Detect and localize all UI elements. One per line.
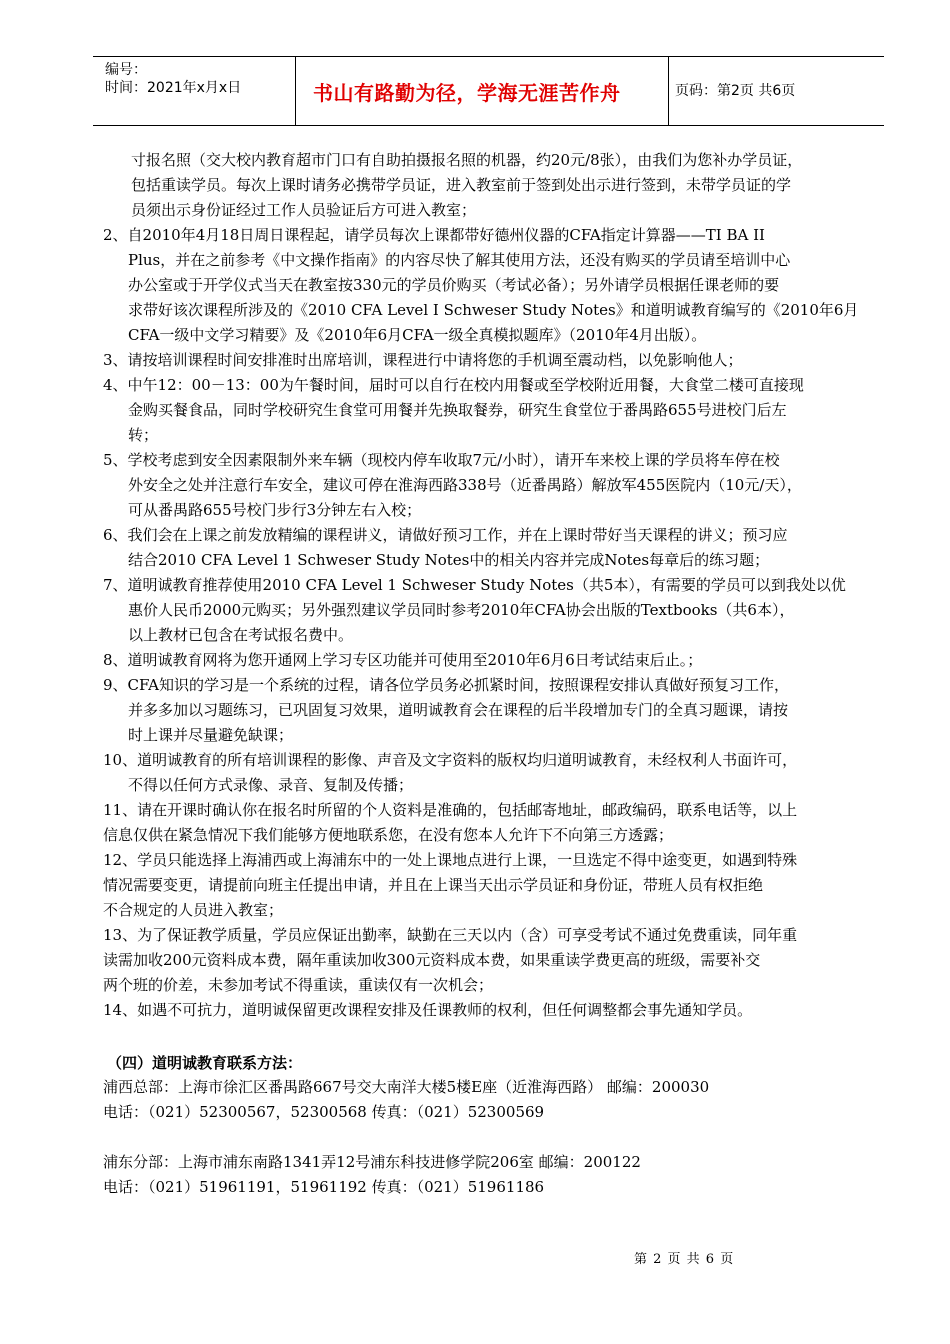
list-item-line: 惠价人民币2000元购买；另外强烈建议学员同时参考2010年CFA协会出版的Textbooks（共6本），: [128, 601, 795, 619]
list-item-line: 转；: [128, 426, 159, 444]
header-motto-cell: [296, 57, 669, 125]
list-item-line: 结合2010 CFA Level 1 Schweser Study Notes中的相关内容并完成Notes每章后的练习题；: [128, 551, 770, 569]
list-item-line: 13、为了保证教学质量，学员应保证出勤率，缺勤在三天以内（含）可享受考试不通过免费重读，同年重: [103, 926, 798, 944]
list-item-line: 11、请在开课时确认你在报名时所留的个人资料是准确的，包括邮寄地址，邮政编码，联系电话等，以上: [103, 801, 798, 819]
list-item-line: 6、我们会在上课之前发放精编的课程讲义，请做好预习工作，并在上课时带好当天课程的讲义；预习应: [103, 526, 788, 544]
document-time-label: 时间：2021年x月x日: [105, 80, 242, 96]
list-item-line: 9、CFA知识的学习是一个系统的过程，请各位学员务必抓紧时间，按照课程安排认真做好预复习工作，: [103, 676, 789, 694]
list-item-line: 5、学校考虑到安全因素限制外来车辆（现校内停车收取7元/小时），请开车来校上课的学员将车停在校: [103, 451, 780, 469]
list-item-line: 14、如遇不可抗力，道明诚保留更改课程安排及任课教师的权利，但任何调整都会事先通知学员。: [103, 1001, 753, 1019]
list-item-line: 10、道明诚教育的所有培训课程的影像、声音及文字资料的版权均归道明诚教育，未经权利人书面许可，: [103, 751, 798, 769]
list-item-line: Plus，并在之前参考《中文操作指南》的内容尽快了解其使用方法，还没有购买的学员请至培训中心: [128, 251, 791, 269]
header-meta-cell: [93, 57, 296, 125]
list-item-line: 可从番禺路655号校门步行3分钟左右入校；: [128, 501, 422, 519]
list-item-line: CFA一级中文学习精要》及《2010年6月CFA一级全真模拟题库》（2010年4月出版）。: [128, 326, 707, 344]
list-item-line: 7、道明诚教育推荐使用2010 CFA Level 1 Schweser Study Notes（共5本），有需要的学员可以到我处以优: [103, 576, 846, 594]
pudong-phone: 电话：（021）51961191，51961192 传真：（021）51961186: [103, 1178, 545, 1196]
list-item-line: 两个班的价差，未参加考试不得重读，重读仅有一次机会；: [103, 976, 494, 994]
puxi-phone: 电话：（021）52300567，52300568 传真：（021）52300569: [103, 1103, 545, 1121]
continued-line: 寸报名照（交大校内教育超市门口有自助拍摄报名照的机器，约20元/8张），由我们为您补办学员证，: [131, 151, 803, 169]
list-item-line: 时上课并尽量避免缺课；: [128, 726, 294, 744]
list-item-line: 2、自2010年4月18日周日课程起，请学员每次上课都带好德州仪器的CFA指定计算器——TI BA II: [103, 226, 765, 244]
list-item-line: 3、请按培训课程时间安排准时出席培训，课程进行中请将您的手机调至震动档，以免影响他人；: [103, 351, 743, 369]
list-item-line: 不合规定的人员进入教室；: [103, 901, 284, 919]
list-item-line: 金购买餐食品，同时学校研究生食堂可用餐并先换取餐券，研究生食堂位于番禺路655号进校门后左: [128, 401, 787, 419]
header-page-cell: [669, 57, 884, 125]
continued-line: 包括重读学员。每次上课时请务必携带学员证，进入教室前于签到处出示进行签到，未带学员证的学: [131, 176, 792, 194]
list-item-line: 并多多加以习题练习，已巩固复习效果，道明诚教育会在课程的后半段增加专门的全真习题课，请按: [128, 701, 789, 719]
list-item-line: 12、学员只能选择上海浦西或上海浦东中的一处上课地点进行上课，一旦选定不得中途变更，如遇到特殊: [103, 851, 798, 869]
list-item-line: 求带好该次课程所涉及的《2010 CFA Level I Schweser Study Notes》和道明诚教育编写的《2010年6月: [128, 301, 859, 319]
contact-section-title: （四）道明诚教育联系方法：: [107, 1054, 303, 1072]
list-item-line: 以上教材已包含在考试报名费中。: [128, 626, 354, 644]
list-item-line: 读需加收200元资料成本费，隔年重读加收300元资料成本费，如果重读学费更高的班级，需要补交: [103, 951, 761, 969]
page-footer: 第 2 页 共 6 页: [634, 1252, 735, 1267]
header-page-number: 页码：第2页 共6页: [675, 83, 796, 99]
continued-line: 员须出示身份证经过工作人员验证后方可进入教室；: [131, 201, 477, 219]
list-item-line: 不得以任何方式录像、录音、复制及传播；: [128, 776, 414, 794]
list-item-line: 4、中午12：00－13：00为午餐时间，届时可以自行在校内用餐或至学校附近用餐，大食堂二楼可直接现: [103, 376, 804, 394]
puxi-address: 浦西总部：上海市徐汇区番禺路667号交大南洋大楼5楼E座（近淮海西路） 邮编：200030: [103, 1078, 710, 1096]
page-header: [93, 56, 884, 126]
list-item-line: 情况需要变更，请提前向班主任提出申请，并且在上课当天出示学员证和身份证，带班人员有权拒绝: [103, 876, 764, 894]
header-motto: 书山有路勤为径，学海无涯苦作舟: [313, 81, 621, 105]
document-number-label: 编号：: [105, 62, 147, 78]
list-item-line: 信息仅供在紧急情况下我们能够方便地联系您，在没有您本人允许下不向第三方透露；: [103, 826, 674, 844]
list-item-line: 办公室或于开学仪式当天在教室按330元的学员价购买（考试必备）；另外请学员根据任课老师的要: [128, 276, 780, 294]
list-item-line: 8、道明诚教育网将为您开通网上学习专区功能并可使用至2010年6月6日考试结束后止。；: [103, 651, 703, 669]
pudong-address: 浦东分部：上海市浦东南路1341弄12号浦东科技进修学院206室 邮编：200122: [103, 1153, 641, 1171]
list-item-line: 外安全之处并注意行车安全，建议可停在淮海西路338号（近番禺路）解放军455医院内（10元/天），: [128, 476, 802, 494]
